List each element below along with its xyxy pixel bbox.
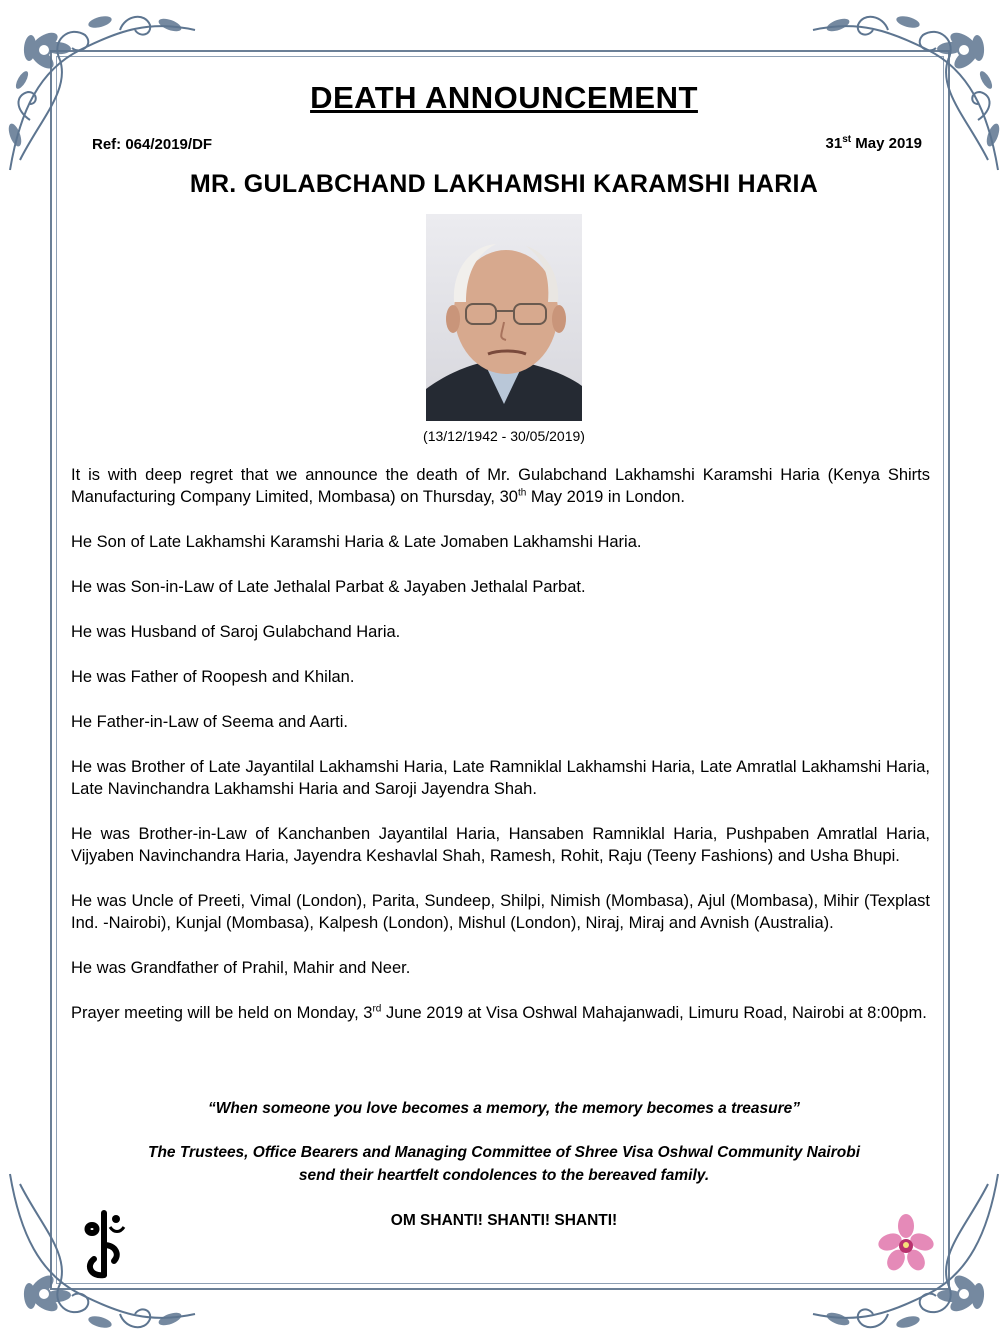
paragraph-text: It is with deep regret that we announce the death of Mr. Gulabchand Lakhamshi Karamshi Haria (Kenya Shirts Manufacturing Company Limited, Mombasa) on Thursday, 30 <box>71 466 930 506</box>
jain-symbol-icon <box>80 1205 126 1283</box>
reference-number: Ref: 064/2019/DF <box>92 136 213 153</box>
portrait-photo <box>426 214 582 421</box>
announcement-paragraph: He was Brother of Late Jayantilal Lakhamshi Haria, Late Ramniklal Lakhamshi Haria, Late Amratlal Lakhamshi Haria, Late Navinchandra Lakhamshi Haria and Saroji Jayendra Shah. <box>71 758 930 798</box>
announcement-paragraph: He Father-in-Law of Seema and Aarti. <box>71 713 348 731</box>
paragraph-text: June 2019 at Visa Oshwal Mahajanwadi, Limuru Road, Nairobi at 8:00pm. <box>381 1004 927 1022</box>
ordinal-suffix: rd <box>372 1003 382 1015</box>
date-suffix: st <box>842 134 852 145</box>
announcement-paragraph: He was Father of Roopesh and Khilan. <box>71 668 355 686</box>
condolence-line: send their heartfelt condolences to the bereaved family. <box>298 1167 710 1184</box>
announcement-date <box>826 134 922 152</box>
announcement-paragraph <box>71 1002 930 1024</box>
announcement-body <box>71 464 930 1047</box>
paragraph-text: May 2019 in London. <box>526 488 685 506</box>
announcement-paragraph: He was Husband of Saroj Gulabchand Haria. <box>71 623 401 641</box>
announcement-paragraph: He was Uncle of Preeti, Vimal (London), Parita, Sundeep, Shilpi, Nimish (Mombasa), Ajul (Mombasa), Mihir (Texplast Ind. -Nairobi), Kunjal (Mombasa), Kalpesh (London), Mishul (London), Niraj, Miraj and Avnish (Australia). <box>71 892 930 932</box>
condolence-line: The Trustees, Office Bearers and Managing Committee of Shree Visa Oshwal Community Nairobi <box>147 1144 861 1161</box>
om-shanti-closing: OM SHANTI! SHANTI! SHANTI! <box>390 1212 618 1229</box>
date-day: 31 <box>825 135 843 152</box>
lifespan-dates: (13/12/1942 - 30/05/2019) <box>423 428 585 444</box>
ordinal-suffix: th <box>517 487 527 499</box>
announcement-paragraph <box>71 464 930 508</box>
orchid-flower-icon <box>878 1214 934 1274</box>
page-title: DEATH ANNOUNCEMENT <box>310 80 698 115</box>
memorial-quote: “When someone you love becomes a memory, the memory becomes a treasure” <box>207 1100 801 1117</box>
announcement-paragraph: He was Grandfather of Prahil, Mahir and Neer. <box>71 959 411 977</box>
announcement-paragraph: He Son of Late Lakhamshi Karamshi Haria & Late Jomaben Lakhamshi Haria. <box>71 533 642 551</box>
announcement-paragraph: He was Son-in-Law of Late Jethalal Parbat & Jayaben Jethalal Parbat. <box>71 578 586 596</box>
announcement-paragraph: He was Brother-in-Law of Kanchanben Jayantilal Haria, Hansaben Ramniklal Haria, Pushpaben Amratlal Haria, Vijyaben Navinchandra Haria, Jayendra Keshavlal Shah, Ramesh, Rohit, Raju (Teeny Fashions) and Usha Bhupi. <box>71 825 930 865</box>
date-month-year: May 2019 <box>851 135 922 152</box>
deceased-name: MR. GULABCHAND LAKHAMSHI KARAMSHI HARIA <box>189 170 819 198</box>
paragraph-text: Prayer meeting will be held on Monday, 3 <box>71 1004 373 1022</box>
condolence-message <box>0 1141 1008 1187</box>
